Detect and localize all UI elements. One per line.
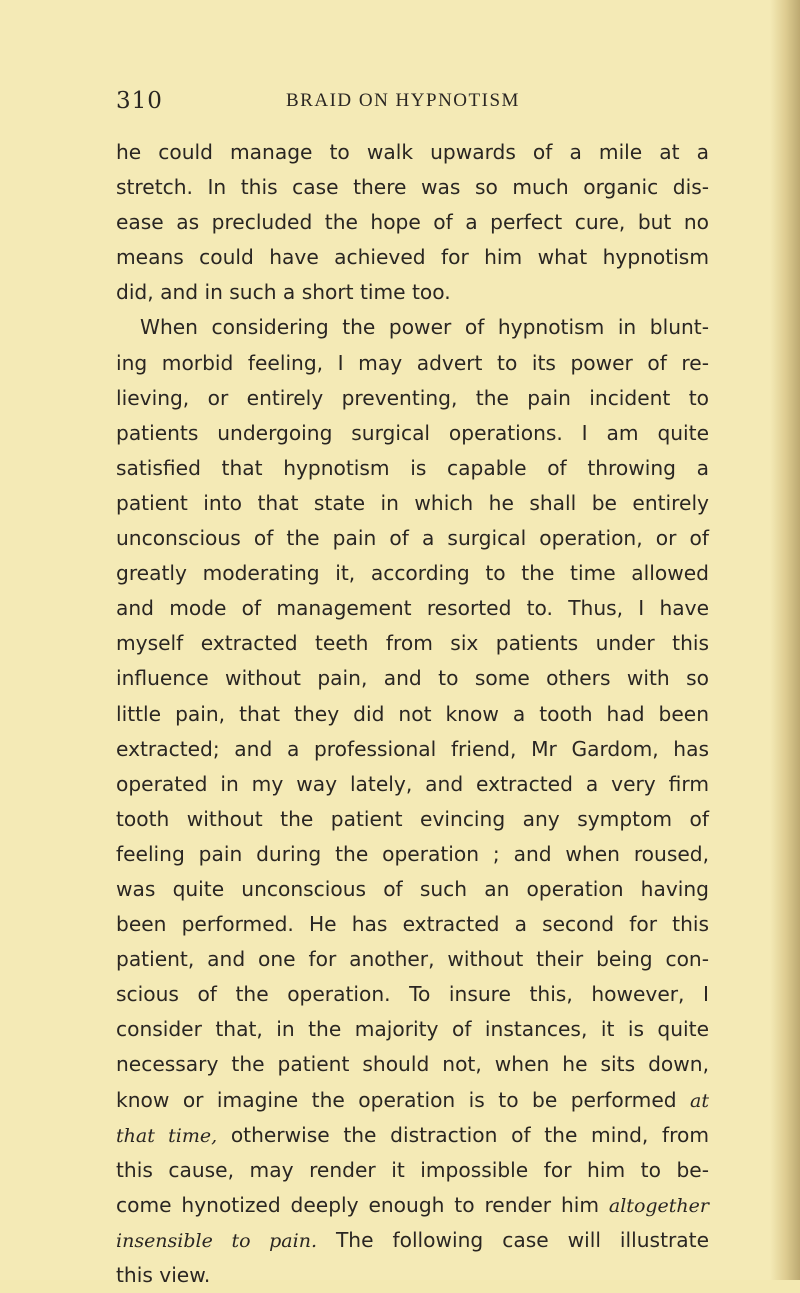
text-line	[116, 907, 709, 942]
text-line	[116, 802, 709, 837]
text-line	[116, 205, 709, 240]
text-line	[116, 872, 709, 907]
text-line	[116, 1118, 709, 1153]
text-segment: this view.	[116, 1263, 211, 1287]
text-line	[116, 837, 709, 872]
text-line	[116, 591, 709, 626]
text-segment: The following case will illustrate	[316, 1227, 709, 1252]
text-segment: scious of the operation. To insure this, however, I	[116, 982, 709, 1007]
text-line	[116, 767, 709, 802]
text-segment: necessary the patient should not, when he sits down,	[116, 1052, 709, 1077]
text-line	[116, 732, 709, 767]
page-header	[116, 88, 716, 124]
text-line	[116, 381, 709, 416]
text-segment: did, and in such a short time too.	[116, 280, 451, 305]
italic-text: insensible to pain.	[116, 1229, 317, 1252]
text-segment: this cause, may render it impossible for him to be-	[116, 1157, 709, 1182]
text-segment: come hynotized deeply enough to render him	[116, 1192, 609, 1217]
text-line	[116, 416, 709, 451]
text-line	[116, 556, 709, 591]
text-line	[116, 626, 709, 661]
text-line	[116, 1258, 709, 1293]
text-segment: feeling pain during the operation ; and when roused,	[116, 841, 709, 866]
italic-text: that time,	[116, 1124, 218, 1147]
body-text	[116, 135, 709, 1293]
text-line	[116, 240, 709, 275]
text-line	[116, 170, 709, 205]
text-line	[116, 486, 709, 521]
text-segment: been performed. He has extracted a second for this	[116, 912, 709, 937]
text-line	[116, 346, 709, 381]
text-segment: extracted; and a professional friend, Mr Gardom, has	[116, 736, 709, 761]
running-head: BRAID ON HYPNOTISM	[286, 90, 520, 111]
text-segment: ing morbid feeling, I may advert to its power of re-	[116, 350, 709, 375]
italic-text: at	[690, 1089, 709, 1112]
text-segment: satisfied that hypnotism is capable of throwing a	[116, 455, 709, 480]
page-number: 310	[116, 88, 163, 114]
text-line	[116, 135, 709, 170]
text-segment: influence without pain, and to some others with so	[116, 666, 709, 691]
text-line	[116, 521, 709, 556]
text-segment: patient, and one for another, without their being con-	[116, 947, 709, 972]
text-segment: otherwise the distraction of the mind, from	[217, 1122, 709, 1147]
text-line	[116, 1012, 709, 1047]
text-segment: patients undergoing surgical operations. I am quite	[116, 420, 709, 445]
text-line	[116, 310, 709, 345]
text-line	[116, 977, 709, 1012]
text-segment: he could manage to walk upwards of a mile at a	[116, 140, 709, 164]
text-segment: unconscious of the pain of a surgical operation, or of	[116, 526, 709, 551]
text-line	[116, 942, 709, 977]
text-line	[116, 1083, 709, 1118]
italic-text: altogether	[608, 1194, 709, 1217]
text-line	[116, 1223, 709, 1258]
text-segment: When considering the power of hypnotism in blunt-	[140, 315, 709, 340]
text-segment: consider that, in the majority of instances, it is quite	[116, 1017, 709, 1042]
text-line	[116, 1153, 709, 1188]
text-segment: lieving, or entirely preventing, the pain incident to	[116, 385, 709, 410]
text-line	[116, 1047, 709, 1082]
text-segment: operated in my way lately, and extracted a very firm	[116, 771, 709, 796]
text-line	[116, 451, 709, 486]
text-segment: greatly moderating it, according to the time allowed	[116, 561, 709, 586]
text-segment: means could have achieved for him what hypnotism	[116, 245, 709, 270]
text-line	[116, 697, 709, 732]
text-segment: little pain, that they did not know a tooth had been	[116, 701, 709, 726]
text-segment: and mode of management resorted to. Thus, I have	[116, 596, 709, 621]
text-line	[116, 275, 709, 310]
text-segment: patient into that state in which he shall be entirely	[116, 490, 709, 515]
text-segment: was quite unconscious of such an operation having	[116, 876, 709, 901]
text-line	[116, 1188, 709, 1223]
text-segment: tooth without the patient evincing any symptom of	[116, 806, 709, 831]
text-segment: stretch. In this case there was so much organic dis-	[116, 175, 709, 200]
text-segment: myself extracted teeth from six patients under this	[116, 631, 709, 656]
text-segment: know or imagine the operation is to be performed	[116, 1087, 691, 1112]
text-segment: ease as precluded the hope of a perfect cure, but no	[116, 210, 709, 235]
text-line	[116, 661, 709, 696]
